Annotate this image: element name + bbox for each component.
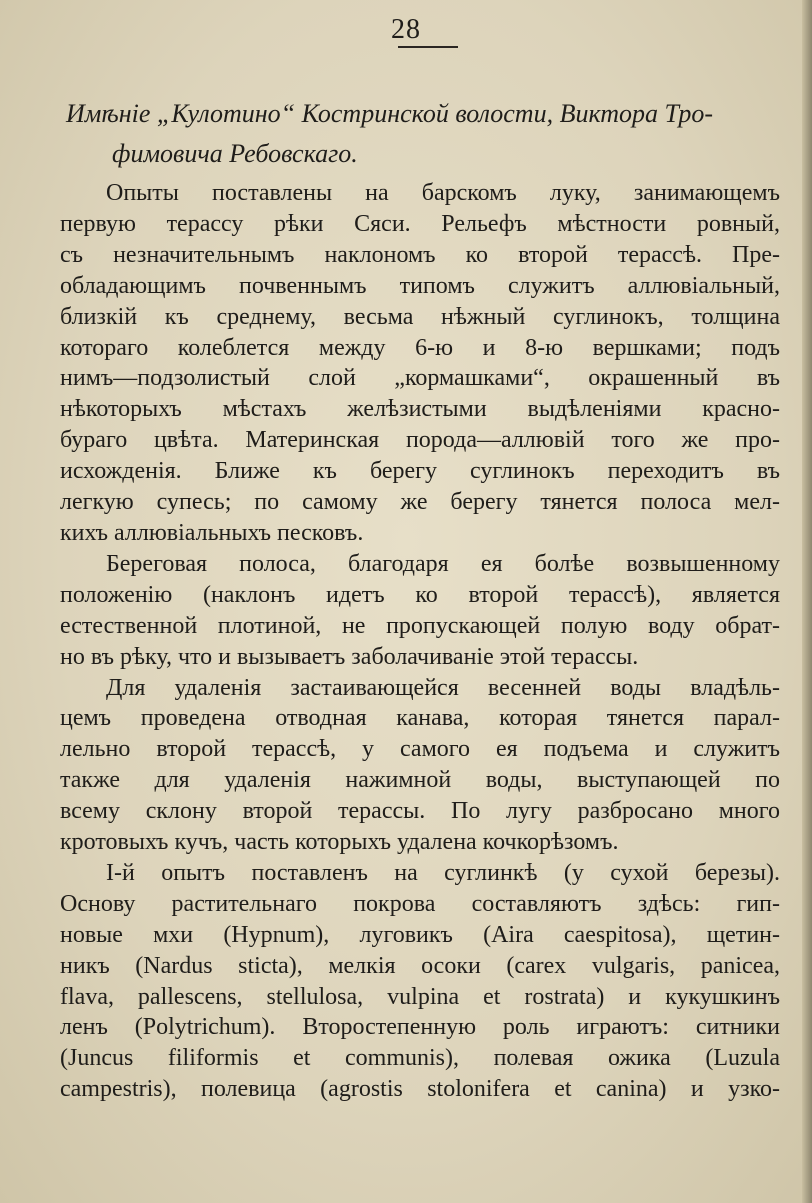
text-line: съ незначительнымъ наклономъ ко второй терассѣ. Пре- xyxy=(60,241,780,268)
text-line: легкую супесь; по самому же берегу тянется полоса мел- xyxy=(60,489,780,516)
page-edge-shadow xyxy=(802,0,812,1203)
text-line: кротовыхъ кучъ, часть которыхъ удалена кочкорѣзомъ. xyxy=(60,829,619,856)
text-line: также для удаленія нажимной воды, выступающей по xyxy=(60,767,780,794)
page-number: 28 xyxy=(391,14,421,45)
text-line: первую терассу рѣки Сяси. Рельефъ мѣстности ровный, xyxy=(60,210,780,237)
text-line: положенію (наклонъ идетъ ко второй терассѣ), является xyxy=(60,581,780,608)
text-line: обладающимъ почвеннымъ типомъ служитъ аллювіальный, xyxy=(60,272,780,299)
text-line: нимъ—подзолистый слой „кормашками“, окрашенный въ xyxy=(60,365,780,392)
text-line: Для удаленія застаивающейся весенней воды владѣль- xyxy=(106,674,780,701)
text-line: лельно второй терассѣ, у самого ея подъема и служитъ xyxy=(60,736,780,763)
heading-line: фимовича Ребовскаго. xyxy=(112,139,358,168)
text-line: естественной плотиной, не пропускающей полую воду обрат- xyxy=(60,612,780,639)
text-line: нѣкоторыхъ мѣстахъ желѣзистыми выдѣленіями красно- xyxy=(60,396,780,423)
text-line: цемъ проведена отводная канава, которая тянется парал- xyxy=(60,705,780,732)
text-line: всему склону второй терассы. По лугу разбросано много xyxy=(60,798,780,825)
text-line: никъ (Nardus sticta), мелкія осоки (carex vulgaris, panicea, xyxy=(60,952,780,979)
body-text xyxy=(60,178,780,1105)
text-line: Основу растительнаго покрова составляютъ здѣсь: гип- xyxy=(60,890,780,917)
text-line: котораго колеблется между 6-ю и 8-ю вершками; подъ xyxy=(60,334,780,361)
page-number-rule xyxy=(398,46,458,48)
text-line: исхожденія. Ближе къ берегу суглинокъ переходитъ въ xyxy=(60,458,780,485)
text-line: но въ рѣку, что и вызываетъ заболачиваніе этой терассы. xyxy=(60,643,639,670)
text-line: ленъ (Polytrichum). Второстепенную роль играютъ: ситники xyxy=(60,1014,780,1041)
text-line: новые мхи (Hypnum), луговикъ (Aira caespitosa), щетин- xyxy=(60,921,780,948)
text-line: близкій къ среднему, весьма нѣжный суглинокъ, толщина xyxy=(60,303,780,330)
text-line: Опыты поставлены на барскомъ луку, занимающемъ xyxy=(106,180,780,206)
heading-line: Имѣніе „Кулотино“ Костринской волости, Виктора Тро- xyxy=(66,99,714,128)
text-line: бураго цвѣта. Материнская порода—аллювій того же про- xyxy=(60,427,780,454)
section-heading xyxy=(66,94,786,174)
text-line: flava, pallescens, stellulosa, vulpina et rostrata) и кукушкинъ xyxy=(60,983,780,1010)
text-line: кихъ аллювіальныхъ песковъ. xyxy=(60,519,364,546)
text-line: Береговая полоса, благодаря ея болѣе возвышенному xyxy=(106,550,780,577)
text-line: I-й опытъ поставленъ на суглинкѣ (у сухой березы). xyxy=(106,859,780,886)
text-line: campestris), полевица (agrostis stolonifera et canina) и узко- xyxy=(60,1076,780,1103)
text-line: (Juncus filiformis et communis), полевая ожика (Luzula xyxy=(60,1045,780,1072)
